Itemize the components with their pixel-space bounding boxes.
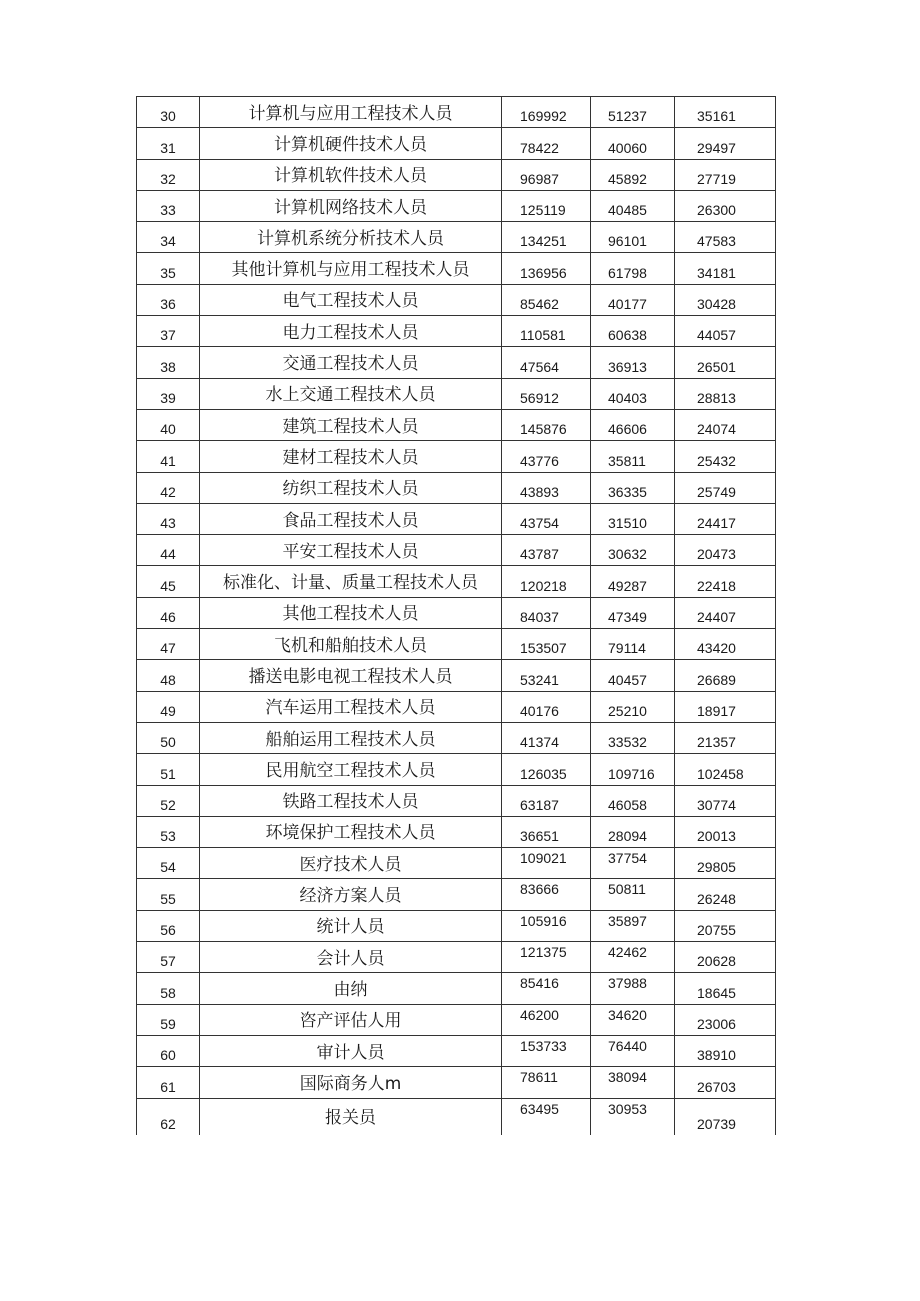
value-1-cell: 83666 <box>502 879 591 910</box>
value-1-cell: 63187 <box>502 785 591 816</box>
occupation-name-cell: 计算机与应用工程技术人员 <box>200 97 502 128</box>
value-3-cell: 28813 <box>675 378 776 409</box>
value-1-cell: 85462 <box>502 284 591 315</box>
occupation-name-cell: 播送电影电视工程技术人员 <box>200 660 502 691</box>
value-3-cell: 24074 <box>675 409 776 440</box>
occupation-name-cell: 医疗技术人员 <box>200 848 502 879</box>
table-row <box>137 910 776 941</box>
row-number-cell: 55 <box>137 879 200 910</box>
value-3-cell: 20628 <box>675 942 776 973</box>
table-row <box>137 409 776 440</box>
value-2-cell: 61798 <box>591 253 675 284</box>
occupation-name-cell: 建筑工程技术人员 <box>200 409 502 440</box>
value-3-cell: 30774 <box>675 785 776 816</box>
value-1-cell: 153733 <box>502 1035 591 1066</box>
value-1-cell: 85416 <box>502 973 591 1004</box>
value-2-cell: 34620 <box>591 1004 675 1035</box>
value-3-cell: 44057 <box>675 316 776 347</box>
occupation-name-cell: 计算机网络技术人员 <box>200 190 502 221</box>
table-row <box>137 1004 776 1035</box>
table-row <box>137 128 776 159</box>
value-1-cell: 125119 <box>502 190 591 221</box>
value-3-cell: 22418 <box>675 566 776 597</box>
table-row <box>137 660 776 691</box>
row-number-cell: 42 <box>137 472 200 503</box>
row-number-cell: 51 <box>137 754 200 785</box>
value-2-cell: 31510 <box>591 503 675 534</box>
row-number-cell: 39 <box>137 378 200 409</box>
value-2-cell: 40485 <box>591 190 675 221</box>
value-2-cell: 37754 <box>591 848 675 879</box>
row-number-cell: 30 <box>137 97 200 128</box>
value-3-cell: 29497 <box>675 128 776 159</box>
value-2-cell: 60638 <box>591 316 675 347</box>
row-number-cell: 57 <box>137 942 200 973</box>
occupation-name-cell: 经济方案人员 <box>200 879 502 910</box>
value-1-cell: 78422 <box>502 128 591 159</box>
table-row <box>137 629 776 660</box>
value-1-cell: 121375 <box>502 942 591 973</box>
value-2-cell: 109716 <box>591 754 675 785</box>
value-3-cell: 24417 <box>675 503 776 534</box>
row-number-cell: 31 <box>137 128 200 159</box>
value-3-cell: 18917 <box>675 691 776 722</box>
occupation-name-cell: 标准化、计量、质量工程技术人员 <box>200 566 502 597</box>
value-3-cell: 20013 <box>675 816 776 847</box>
value-3-cell: 35161 <box>675 97 776 128</box>
row-number-cell: 62 <box>137 1098 200 1135</box>
value-3-cell: 27719 <box>675 159 776 190</box>
table-row <box>137 190 776 221</box>
row-number-cell: 40 <box>137 409 200 440</box>
row-number-cell: 38 <box>137 347 200 378</box>
value-1-cell: 134251 <box>502 222 591 253</box>
table-row <box>137 1035 776 1066</box>
value-3-cell: 24407 <box>675 597 776 628</box>
row-number-cell: 35 <box>137 253 200 284</box>
row-number-cell: 44 <box>137 535 200 566</box>
table-row <box>137 816 776 847</box>
value-1-cell: 53241 <box>502 660 591 691</box>
value-2-cell: 42462 <box>591 942 675 973</box>
table-row <box>137 441 776 472</box>
value-1-cell: 84037 <box>502 597 591 628</box>
table-row <box>137 378 776 409</box>
value-2-cell: 46058 <box>591 785 675 816</box>
salary-table <box>136 96 776 1135</box>
value-3-cell: 20755 <box>675 910 776 941</box>
row-number-cell: 49 <box>137 691 200 722</box>
value-2-cell: 37988 <box>591 973 675 1004</box>
table-row <box>137 1098 776 1135</box>
occupation-name-cell: 食品工程技术人员 <box>200 503 502 534</box>
value-1-cell: 105916 <box>502 910 591 941</box>
table-row <box>137 691 776 722</box>
occupation-name-cell: 其他计算机与应用工程技术人员 <box>200 253 502 284</box>
table-row <box>137 159 776 190</box>
table-row <box>137 879 776 910</box>
occupation-name-cell: 计算机系统分析技术人员 <box>200 222 502 253</box>
table-row <box>137 472 776 503</box>
occupation-name-cell: 审计人员 <box>200 1035 502 1066</box>
value-1-cell: 43787 <box>502 535 591 566</box>
occupation-name-cell: 交通工程技术人员 <box>200 347 502 378</box>
value-1-cell: 136956 <box>502 253 591 284</box>
value-2-cell: 35897 <box>591 910 675 941</box>
value-3-cell: 20739 <box>675 1098 776 1135</box>
value-1-cell: 36651 <box>502 816 591 847</box>
table-row <box>137 316 776 347</box>
occupation-name-cell: 其他工程技术人员 <box>200 597 502 628</box>
value-3-cell: 38910 <box>675 1035 776 1066</box>
occupation-name-cell: 由纳 <box>200 973 502 1004</box>
occupation-name-cell: 汽车运用工程技术人员 <box>200 691 502 722</box>
occupation-name-cell: 国际商务人m <box>200 1067 502 1098</box>
row-number-cell: 48 <box>137 660 200 691</box>
value-1-cell: 145876 <box>502 409 591 440</box>
value-1-cell: 43893 <box>502 472 591 503</box>
value-2-cell: 36913 <box>591 347 675 378</box>
table-row <box>137 973 776 1004</box>
table-row <box>137 754 776 785</box>
table-row <box>137 785 776 816</box>
row-number-cell: 45 <box>137 566 200 597</box>
table-row <box>137 1067 776 1098</box>
value-1-cell: 120218 <box>502 566 591 597</box>
value-3-cell: 102458 <box>675 754 776 785</box>
value-3-cell: 47583 <box>675 222 776 253</box>
value-2-cell: 28094 <box>591 816 675 847</box>
value-2-cell: 30953 <box>591 1098 675 1135</box>
row-number-cell: 61 <box>137 1067 200 1098</box>
value-1-cell: 43754 <box>502 503 591 534</box>
occupation-name-cell: 平安工程技术人员 <box>200 535 502 566</box>
table-row <box>137 97 776 128</box>
row-number-cell: 33 <box>137 190 200 221</box>
row-number-cell: 36 <box>137 284 200 315</box>
value-3-cell: 26248 <box>675 879 776 910</box>
table-row <box>137 848 776 879</box>
value-3-cell: 30428 <box>675 284 776 315</box>
value-2-cell: 96101 <box>591 222 675 253</box>
occupation-name-cell: 船舶运用工程技术人员 <box>200 722 502 753</box>
table-row <box>137 253 776 284</box>
table-row <box>137 284 776 315</box>
value-3-cell: 26501 <box>675 347 776 378</box>
value-1-cell: 63495 <box>502 1098 591 1135</box>
value-1-cell: 126035 <box>502 754 591 785</box>
value-1-cell: 40176 <box>502 691 591 722</box>
occupation-name-cell: 民用航空工程技术人员 <box>200 754 502 785</box>
value-2-cell: 30632 <box>591 535 675 566</box>
table-row <box>137 942 776 973</box>
occupation-name-cell: 计算机软件技术人员 <box>200 159 502 190</box>
occupation-name-cell: 咨产评估人用 <box>200 1004 502 1035</box>
value-2-cell: 47349 <box>591 597 675 628</box>
row-number-cell: 54 <box>137 848 200 879</box>
occupation-name-cell: 电气工程技术人员 <box>200 284 502 315</box>
value-3-cell: 34181 <box>675 253 776 284</box>
value-3-cell: 26703 <box>675 1067 776 1098</box>
table-row <box>137 535 776 566</box>
value-2-cell: 45892 <box>591 159 675 190</box>
value-1-cell: 56912 <box>502 378 591 409</box>
value-2-cell: 40177 <box>591 284 675 315</box>
occupation-name-cell: 电力工程技术人员 <box>200 316 502 347</box>
row-number-cell: 41 <box>137 441 200 472</box>
value-2-cell: 79114 <box>591 629 675 660</box>
value-1-cell: 46200 <box>502 1004 591 1035</box>
value-1-cell: 169992 <box>502 97 591 128</box>
table-row <box>137 566 776 597</box>
value-3-cell: 23006 <box>675 1004 776 1035</box>
table-row <box>137 222 776 253</box>
value-3-cell: 21357 <box>675 722 776 753</box>
value-3-cell: 26300 <box>675 190 776 221</box>
occupation-name-cell: 飞机和船舶技术人员 <box>200 629 502 660</box>
row-number-cell: 43 <box>137 503 200 534</box>
value-2-cell: 49287 <box>591 566 675 597</box>
row-number-cell: 37 <box>137 316 200 347</box>
table-row <box>137 722 776 753</box>
occupation-name-cell: 纺织工程技术人员 <box>200 472 502 503</box>
occupation-name-cell: 计算机硬件技术人员 <box>200 128 502 159</box>
table-row <box>137 597 776 628</box>
row-number-cell: 53 <box>137 816 200 847</box>
value-2-cell: 50811 <box>591 879 675 910</box>
table-row <box>137 347 776 378</box>
occupation-name-cell: 报关员 <box>200 1098 502 1135</box>
row-number-cell: 56 <box>137 910 200 941</box>
row-number-cell: 34 <box>137 222 200 253</box>
value-1-cell: 96987 <box>502 159 591 190</box>
value-1-cell: 47564 <box>502 347 591 378</box>
value-3-cell: 43420 <box>675 629 776 660</box>
occupation-name-cell: 环境保护工程技术人员 <box>200 816 502 847</box>
value-1-cell: 41374 <box>502 722 591 753</box>
value-2-cell: 46606 <box>591 409 675 440</box>
value-1-cell: 110581 <box>502 316 591 347</box>
value-3-cell: 20473 <box>675 535 776 566</box>
value-2-cell: 76440 <box>591 1035 675 1066</box>
value-1-cell: 109021 <box>502 848 591 879</box>
occupation-name-cell: 铁路工程技术人员 <box>200 785 502 816</box>
value-1-cell: 153507 <box>502 629 591 660</box>
value-2-cell: 35811 <box>591 441 675 472</box>
row-number-cell: 59 <box>137 1004 200 1035</box>
value-3-cell: 18645 <box>675 973 776 1004</box>
value-1-cell: 78611 <box>502 1067 591 1098</box>
salary-table-body <box>137 97 776 1136</box>
value-3-cell: 29805 <box>675 848 776 879</box>
occupation-name-cell: 统计人员 <box>200 910 502 941</box>
row-number-cell: 50 <box>137 722 200 753</box>
value-2-cell: 36335 <box>591 472 675 503</box>
row-number-cell: 32 <box>137 159 200 190</box>
row-number-cell: 60 <box>137 1035 200 1066</box>
value-3-cell: 25432 <box>675 441 776 472</box>
occupation-name-cell: 建材工程技术人员 <box>200 441 502 472</box>
row-number-cell: 52 <box>137 785 200 816</box>
value-2-cell: 40060 <box>591 128 675 159</box>
occupation-name-cell: 会计人员 <box>200 942 502 973</box>
value-3-cell: 25749 <box>675 472 776 503</box>
value-2-cell: 25210 <box>591 691 675 722</box>
value-2-cell: 33532 <box>591 722 675 753</box>
value-2-cell: 38094 <box>591 1067 675 1098</box>
value-2-cell: 40457 <box>591 660 675 691</box>
value-2-cell: 51237 <box>591 97 675 128</box>
table-row <box>137 503 776 534</box>
value-1-cell: 43776 <box>502 441 591 472</box>
row-number-cell: 58 <box>137 973 200 1004</box>
value-3-cell: 26689 <box>675 660 776 691</box>
occupation-name-cell: 水上交通工程技术人员 <box>200 378 502 409</box>
row-number-cell: 47 <box>137 629 200 660</box>
value-2-cell: 40403 <box>591 378 675 409</box>
row-number-cell: 46 <box>137 597 200 628</box>
